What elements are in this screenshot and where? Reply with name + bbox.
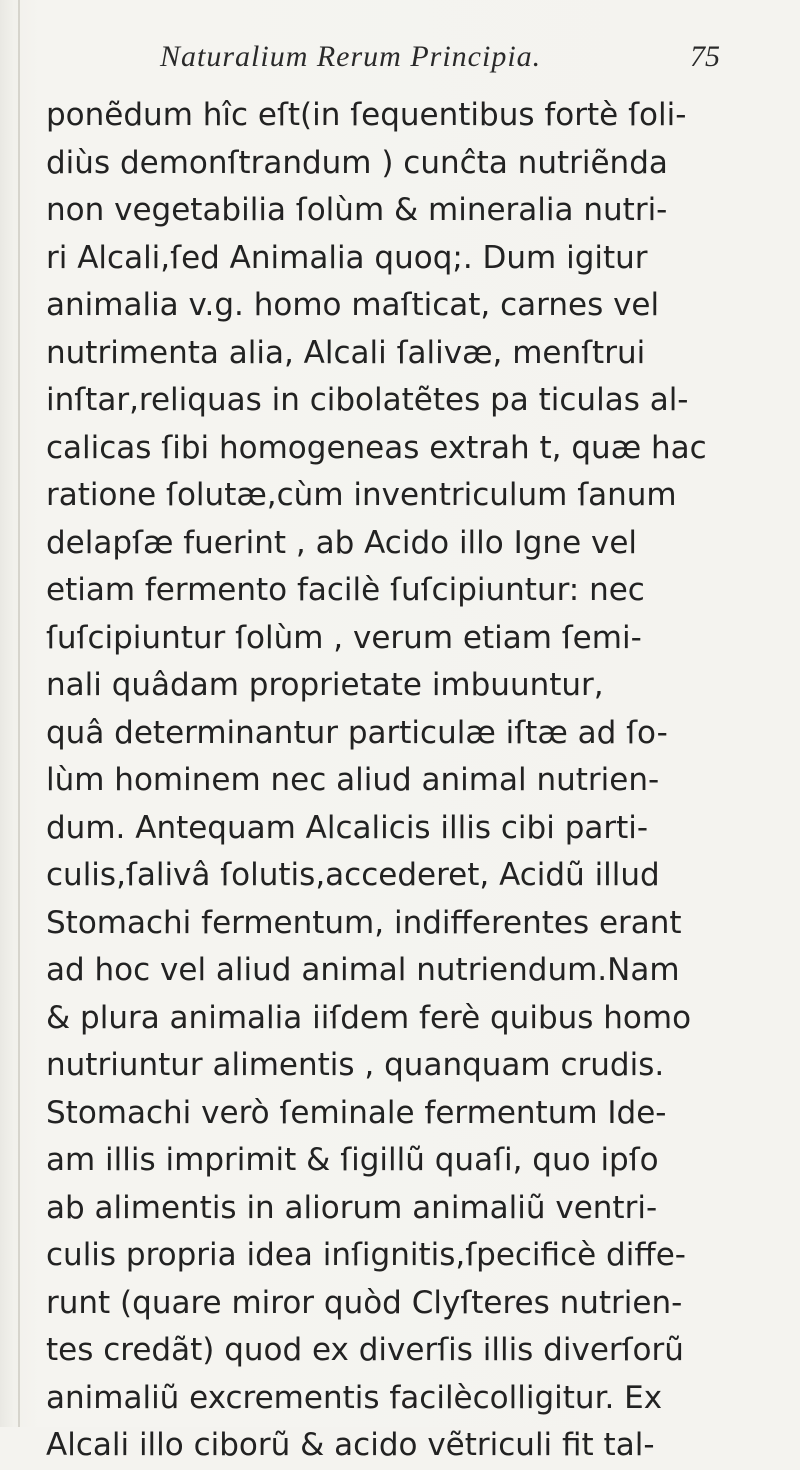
text-line: Alcali illo ciborũ & acido vẽtriculi fit tal- [46, 1427, 655, 1463]
body-text [46, 92, 776, 1470]
text-line: etiam fermento facilè ſuſcipiuntur: nec [46, 572, 645, 608]
text-line: animaliũ excrementis facilècolligitur. Ex [46, 1379, 663, 1416]
text-line: quâ determinantur particulæ iſtæ ad ſo- [46, 714, 668, 751]
text-line: inſtar,reliquas in cibolatẽtes pa ticulas al- [46, 382, 689, 418]
text-line: dum. Antequam Alcalicis illis cibi parti- [46, 809, 649, 846]
text-line: lùm hominem nec aliud animal nutrien- [46, 762, 660, 798]
text-line: Stomachi fermentum, indifferentes erant [46, 904, 682, 941]
text-line: ratione ſolutæ,cùm inventriculum ſanum [46, 477, 677, 513]
page-number: 75 [690, 40, 720, 73]
text-line: Stomachi verò ſeminale fermentum Ide- [46, 1094, 667, 1131]
running-title: Naturalium Rerum Principia. [160, 40, 542, 73]
text-line: nutrimenta alia, Alcali ſalivæ, menſtrui [46, 334, 646, 371]
page-header [160, 40, 720, 84]
page-gutter [18, 0, 20, 1427]
text-line: ri Alcali,ſed Animalia quoq;. Dum igitur [46, 239, 648, 276]
text-line: & plura animalia iiſdem ferè quibus homo [46, 999, 692, 1036]
text-line: nutriuntur alimentis , quanquam crudis. [46, 1047, 665, 1083]
text-line: calicas ſibi homogeneas extrah t, quæ hac [46, 429, 707, 466]
text-line: ponẽdum hîc eſt(in ſequentibus fortè ſoli- [46, 97, 687, 133]
text-line: culis,ſalivâ ſolutis,accederet, Acidũ illud [46, 857, 660, 893]
text-line: ad hoc vel aliud animal nutriendum.Nam [46, 952, 680, 988]
text-line: delapſæ fuerint , ab Acido illo Igne vel [46, 524, 638, 561]
text-line: culis propria idea inſignitis,ſpecificè diffe- [46, 1237, 686, 1273]
text-line: nali quâdam proprietate imbuuntur, [46, 667, 604, 703]
text-line: tes credãt) quod ex diverſis illis diverſorũ [46, 1332, 684, 1368]
text-line: non vegetabilia ſolùm & mineralia nutri- [46, 192, 668, 228]
text-line: ab alimentis in aliorum animaliũ ventri- [46, 1189, 658, 1226]
text-line: ſuſcipiuntur ſolùm , verum etiam ſemi- [46, 619, 642, 656]
text-line: animalia v.g. homo maſticat, carnes vel [46, 287, 660, 323]
text-line: diùs demonſtrandum ) cunĉta nutriẽnda [46, 144, 668, 181]
text-line: runt (quare miror quòd Clyſteres nutrien- [46, 1284, 683, 1321]
text-line: am illis imprimit & ſigillũ quaſi, quo ipſo [46, 1142, 659, 1178]
